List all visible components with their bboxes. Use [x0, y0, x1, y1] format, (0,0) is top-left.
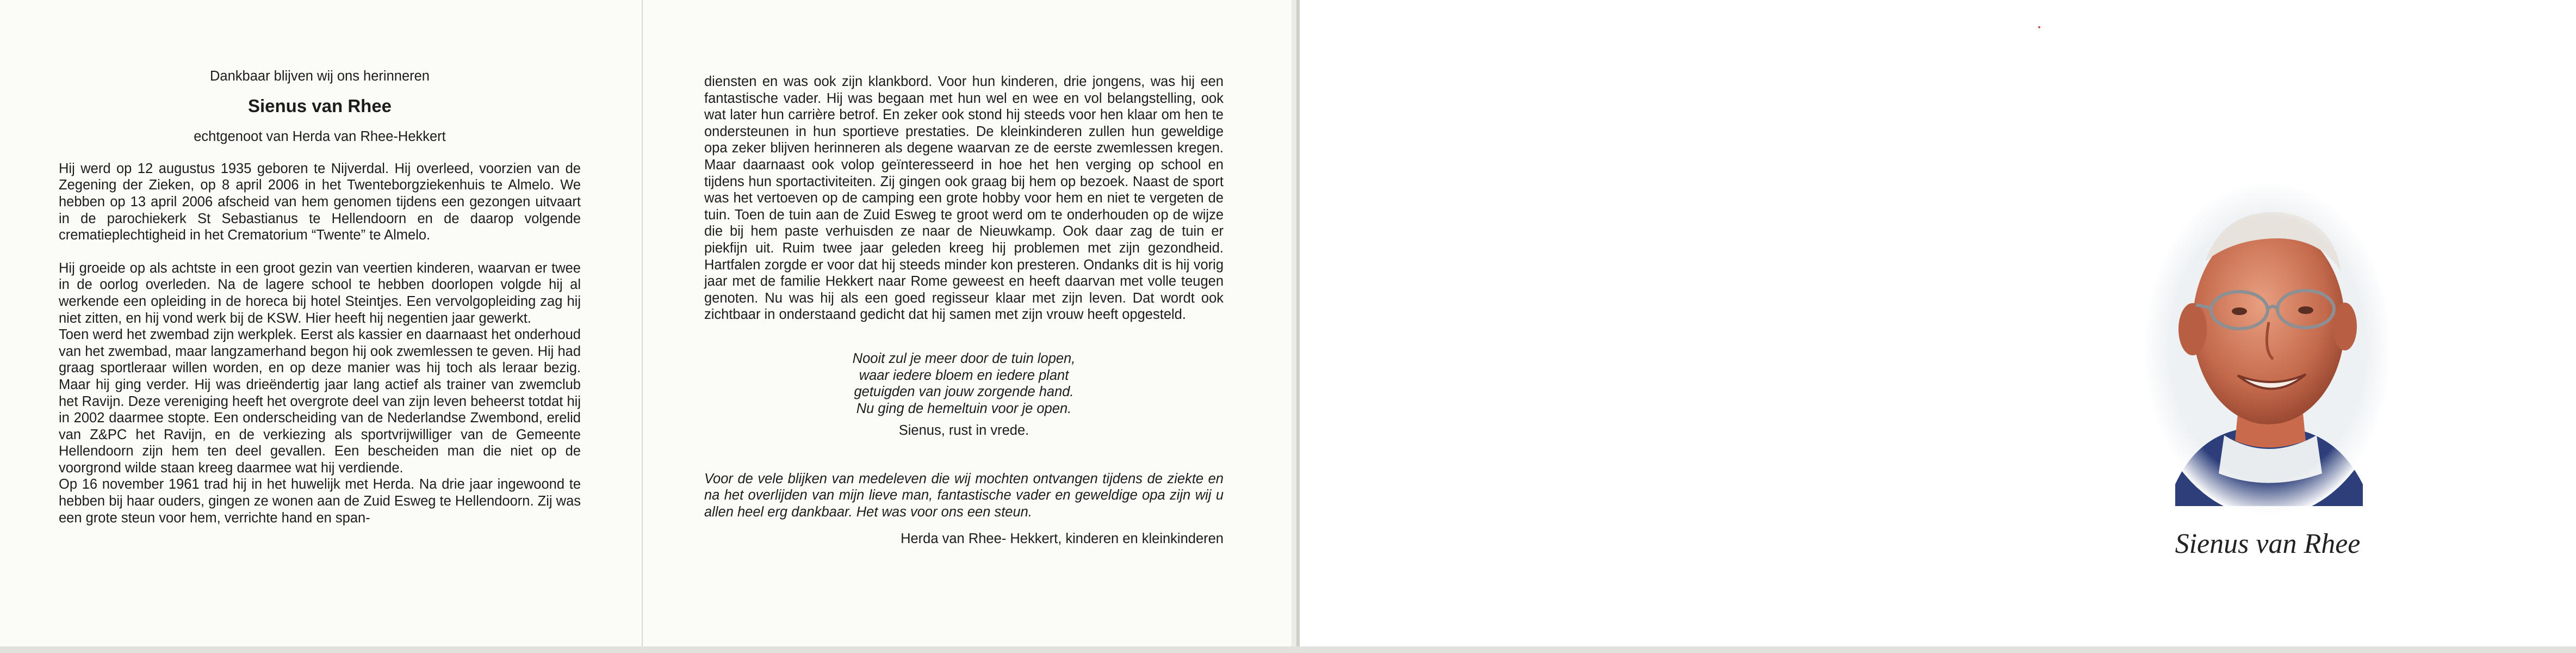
- print-speck: [2038, 26, 2040, 28]
- portrait-caption: Sienus van Rhee: [2175, 528, 2361, 559]
- intro-line: Dankbaar blijven wij ons herinneren: [210, 69, 430, 84]
- biography-paragraph: diensten en was ook zijn klankbord. Voor hun kinderen, drie jongens, was hij een fantastische vader. Hij was begaan met hun wel en wee en vol belangstelling, ook wat later hun carrière betrof. En zeker ook stond hij steeds voor hen klaar om hen te ondersteunen in hun sportieve prestaties. De kleinkinderen zullen hun geweldige opa zeker blijven herinneren als degene waarvan ze de eerste zwemlessen kregen. Maar daarnaast ook volop geïnteresseerd in hoe het hen verging op school en tijdens hun sportactiviteiten. Zij gingen ook graag bij hem op bezoek. Naast de sport was het vertoeven op de camping een grote hobby voor hem en niet te vergeten de tuin. Toen de tuin aan de Zuid Esweg te groot werd om te onderhouden op de wijze die bij hem paste verhuisden ze naar de Nieuwkamp. Ook daar zag de tuin er piekfijn uit. Ruim twee jaar geleden kreeg hij problemen met zijn gezondheid. Hartfalen zorgde er voor dat hij steeds minder kon presteren. Ondanks dit is hij vorig jaar met de familie Hekkert naar Rome geweest en heeft daarvan met volle teugen genoten. Nu was hij als een goed regisseur klaar met zijn leven. Dat wordt ook zichtbaar in onderstaand gedicht dat hij samen met zijn vrouw heeft opgesteld.: [704, 74, 1224, 323]
- spouse-line: echtgenoot van Herda van Rhee-Hekkert: [194, 129, 446, 145]
- poem-line: Nu ging de hemeltuin voor je open.: [856, 401, 1072, 416]
- biography-paragraph: Hij groeide op als achtste in een groot gezin van veertien kinderen, waarvan er twee in de oorlog overleden. Na de lagere school te hebben doorlopen volgde hij al werkende een opleiding in de horeca bij hotel Steintjes. Een vervolgopleiding zag hij niet zitten, en hij vond werk bij de KSW. Hier heeft hij negentien jaar gewerkt.: [59, 260, 581, 326]
- memorial-text-left: [59, 68, 581, 526]
- poem-line: Nooit zul je meer door de tuin lopen,: [852, 350, 1076, 366]
- scan-edge: [0, 646, 2576, 653]
- poem: [704, 350, 1224, 417]
- biography-paragraph: Hij werd op 12 augustus 1935 geboren te Nijverdal. Hij overleed, voorzien van de Zegening der Zieken, op 8 april 2006 in het Twenteborgziekenhuis te Almelo. We hebben op 13 april 2006 afscheid van hem genomen tijdens een gezongen uitvaart in de parochiekerk St Sebastianus te Hellendoorn en de daarop volgende crematieplechtigheid in het Crematorium “Twente” te Almelo.: [59, 161, 581, 243]
- memorial-text-right: [704, 73, 1224, 547]
- biography-paragraph: Toen werd het zwembad zijn werkplek. Eerst als kassier en daarnaast het onderhoud van het zwembad, maar langzamerhand begon hij ook zwemlessen te geven. Hij had graag sportleraar willen worden, en op deze manier was hij toch als leraar bezig. Maar hij ging verder. Hij was drieëndertig jaar lang actief als trainer van zwemclub het Ravijn. Deze vereniging heeft het overgrote deel van zijn leven beheerst totdat hij in 2002 daarmee stopte. Een onderscheiding van de Nederlandse Zwembond, erelid van Z&PC het Ravijn, en de verkiezing als sportvrijwilliger van de Gemeente Hellendoorn zijn hem ten deel gevallen. Een bescheiden man die niet op de voorgrond wilde staan kreeg daarmee wat hij verdiende.: [59, 327, 581, 476]
- family-signoff: Herda van Rhee- Hekkert, kinderen en kleinkinderen: [901, 531, 1224, 546]
- poem-line: getuigden van jouw zorgende hand.: [854, 384, 1074, 400]
- deceased-name: Sienus van Rhee: [247, 95, 392, 116]
- rest-in-peace-line: Sienus, rust in vrede.: [898, 423, 1029, 439]
- portrait-photo: [2143, 180, 2393, 517]
- thank-you-note: Voor de vele blijken van medeleven die wij mochten ontvangen tijdens de ziekte en na het overlijden van mijn lieve man, fantastische vader en geweldige opa zijn wij u allen heel erg dankbaar. Het was voor ons een steun.: [704, 471, 1224, 520]
- poem-line: waar iedere bloem en iedere plant: [859, 367, 1069, 383]
- biography-paragraph: Op 16 november 1961 trad hij in het huwelijk met Herda. Na drie jaar ingewoond te hebben bij haar ouders, gingen ze wonen aan de Zuid Esweg te Hellendoorn. Zij was een grote steun voor hem, verrichte hand en span-: [59, 477, 581, 526]
